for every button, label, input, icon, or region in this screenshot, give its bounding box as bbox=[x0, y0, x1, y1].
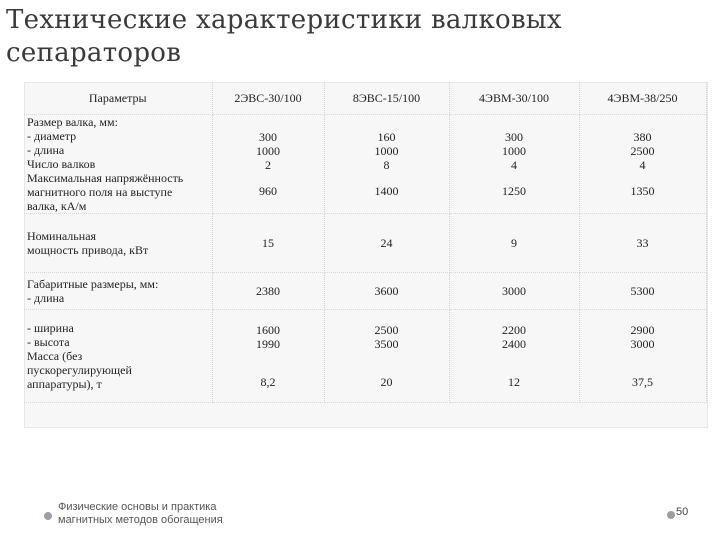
param-line: - длина bbox=[27, 291, 65, 305]
specs-table bbox=[24, 82, 707, 403]
footer-bullet-icon bbox=[44, 512, 52, 520]
value: 3500 bbox=[374, 337, 399, 351]
value: 1000 bbox=[374, 144, 399, 158]
value-cell: 9 bbox=[449, 214, 579, 273]
header-model-4: 4ЭВМ-38/250 bbox=[579, 82, 706, 115]
value: 2 bbox=[265, 158, 271, 172]
table-row bbox=[24, 310, 706, 403]
param-line: валка, кА/м bbox=[27, 199, 87, 213]
value-cell bbox=[212, 310, 324, 403]
value: 1250 bbox=[502, 184, 526, 198]
param-line: магнитного поля на выступе bbox=[27, 185, 173, 199]
param-line: Габаритные размеры, мм: bbox=[27, 277, 159, 291]
param-line: Масса (без bbox=[27, 349, 83, 363]
value-cell bbox=[579, 115, 706, 214]
value: 20 bbox=[380, 375, 393, 389]
value: 8 bbox=[383, 158, 390, 172]
param-cell bbox=[24, 310, 212, 403]
param-line: Номинальная bbox=[27, 229, 97, 243]
param-line: аппаратуры), т bbox=[27, 377, 102, 391]
value-cell bbox=[579, 310, 706, 403]
value-cell: 2380 bbox=[212, 273, 324, 310]
value: 2200 bbox=[502, 323, 526, 337]
slide-title bbox=[6, 4, 706, 70]
title-line-1: Технические характеристики валковых bbox=[6, 5, 562, 35]
value: 1400 bbox=[374, 184, 399, 198]
value: 1990 bbox=[256, 337, 280, 351]
footer-text bbox=[58, 501, 318, 527]
value-cell bbox=[324, 115, 449, 214]
value-cell bbox=[324, 310, 449, 403]
value-cell: 24 bbox=[324, 214, 449, 273]
value: 37,5 bbox=[632, 375, 653, 389]
footer-line-1: Физические основы и практика bbox=[58, 501, 217, 513]
page-number: 50 bbox=[676, 506, 689, 518]
table-row bbox=[24, 115, 706, 214]
value: 960 bbox=[259, 184, 277, 198]
param-line: пускорегулирующей bbox=[27, 363, 132, 377]
param-line: - длина bbox=[27, 143, 65, 157]
value: 4 bbox=[639, 158, 646, 172]
value: 12 bbox=[508, 375, 520, 389]
value: 2900 bbox=[630, 323, 655, 337]
value: 1350 bbox=[630, 184, 655, 198]
value-cell bbox=[212, 115, 324, 214]
param-cell bbox=[24, 115, 212, 214]
value-cell: 3600 bbox=[324, 273, 449, 310]
param-line: Размер валка, мм: bbox=[27, 115, 118, 129]
param-line: Число валков bbox=[27, 157, 96, 171]
param-line: - ширина bbox=[27, 321, 74, 335]
value-cell bbox=[449, 115, 579, 214]
param-line: Максимальная напряжённость bbox=[27, 171, 184, 185]
value: 2400 bbox=[502, 337, 526, 351]
param-line: - высота bbox=[27, 335, 70, 349]
value: 1000 bbox=[256, 144, 280, 158]
table-row bbox=[24, 273, 706, 310]
param-cell bbox=[24, 273, 212, 310]
header-model-2: 8ЭВС-15/100 bbox=[324, 82, 449, 115]
value: 380 bbox=[633, 130, 652, 144]
value: 300 bbox=[259, 130, 277, 144]
table-header-row bbox=[24, 82, 706, 115]
footer-line-2: магнитных методов обогащения bbox=[58, 514, 223, 526]
value: 2500 bbox=[374, 323, 399, 337]
title-line-2: сепараторов bbox=[6, 38, 182, 68]
value: 1600 bbox=[256, 323, 280, 337]
param-cell bbox=[24, 214, 212, 273]
value-cell: 3000 bbox=[449, 273, 579, 310]
header-model-3: 4ЭВМ-30/100 bbox=[449, 82, 579, 115]
header-model-1: 2ЭВС-30/100 bbox=[212, 82, 324, 115]
value-cell: 33 bbox=[579, 214, 706, 273]
value: 3000 bbox=[630, 337, 655, 351]
param-line: - диаметр bbox=[27, 129, 77, 143]
value: 1000 bbox=[502, 144, 526, 158]
value: 8,2 bbox=[260, 375, 276, 389]
table-row bbox=[24, 214, 706, 273]
value: 2500 bbox=[630, 144, 655, 158]
value: 4 bbox=[511, 158, 517, 172]
header-params: Параметры bbox=[24, 82, 212, 115]
value: 160 bbox=[377, 130, 396, 144]
value: 300 bbox=[505, 130, 523, 144]
value-cell bbox=[449, 310, 579, 403]
value-cell: 15 bbox=[212, 214, 324, 273]
param-line: мощность привода, кВт bbox=[27, 243, 149, 257]
value-cell: 5300 bbox=[579, 273, 706, 310]
page-bullet-icon bbox=[667, 511, 675, 519]
